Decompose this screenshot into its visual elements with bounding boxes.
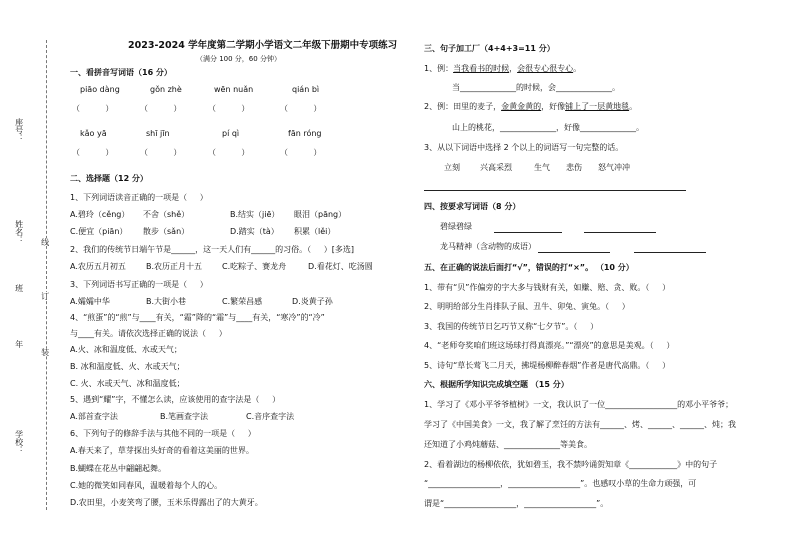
word-1: 立刻 bbox=[444, 163, 460, 172]
q2-1-c2: 散步（sǎn） bbox=[143, 227, 190, 236]
sec6-line-3: 还知道了小鸡炖蘑菇、______________等美食。 bbox=[424, 440, 592, 449]
q2-6-a: A.春天来了，草芽探出头好奇的看着这美丽的世界。 bbox=[70, 446, 254, 455]
answer-blank[interactable]: （ ） bbox=[72, 104, 114, 113]
sec6-line-5: “__________________，__________________”。也感叹小草的生命力顽强，可 bbox=[424, 479, 697, 488]
sec3-ex1: 1、例：当我看书的时候，会很专心很专心。 bbox=[424, 64, 582, 73]
q2-1-d: D.踏实（tà） bbox=[230, 227, 279, 236]
answer-blank[interactable]: （ ） bbox=[140, 148, 182, 157]
answer-line[interactable] bbox=[634, 252, 706, 253]
answer-blank[interactable]: （ ） bbox=[280, 148, 322, 157]
q2-6-c: C.她的微笑如同春风，温暖着每个人的心。 bbox=[70, 481, 223, 490]
sec5-item-5: 5、诗句“草长莺飞二月天，拂堤杨柳醉春烟”作者是唐代高鼎。（ ） bbox=[424, 361, 671, 370]
sec5-item-3: 3、我国的传统节日乞巧节又称“七夕节”。（ ） bbox=[424, 322, 599, 331]
pinyin-4: qián bì bbox=[292, 85, 320, 94]
binding-install-char: 装 bbox=[40, 348, 50, 356]
pinyin-7: pí qì bbox=[222, 129, 240, 138]
word-5: 怒气冲冲 bbox=[598, 163, 630, 172]
word-4: 悲伤 bbox=[566, 163, 582, 172]
word-2: 兴高采烈 bbox=[480, 163, 512, 172]
pinyin-6: shī jīn bbox=[146, 129, 170, 138]
q2-1: 1、下列词语读音正确的一项是（ ） bbox=[70, 193, 208, 202]
q2-2-d: D.看花灯、吃汤圆 bbox=[308, 262, 373, 271]
sec4-item-1: 碧绿碧绿 bbox=[440, 222, 472, 231]
q2-4-b: B. 冰和温度低、火、水或天气； bbox=[70, 362, 185, 371]
page-title: 2023-2024 学年度第二学期小学语文二年级下册期中专项练习 bbox=[128, 40, 398, 51]
q2-2-c: C.吃粽子、赛龙舟 bbox=[222, 262, 287, 271]
answer-blank[interactable]: （ ） bbox=[280, 104, 322, 113]
answer-blank[interactable]: （ ） bbox=[72, 148, 114, 157]
binding-line-char: 线 bbox=[40, 238, 50, 246]
class-label: 班 bbox=[14, 284, 24, 292]
page-subtitle: （满分 100 分，60 分钟） bbox=[196, 55, 281, 63]
sec6-line-1: 1、学习了《邓小平爷爷植树》一文，我认识了一位__________________的邓小平爷爷； bbox=[424, 400, 734, 409]
sec3-ex1-fill[interactable]: 当______________的时候，会______________。 bbox=[452, 83, 620, 92]
answer-blank[interactable]: （ ） bbox=[140, 104, 182, 113]
q2-5-c: C.音序查字法 bbox=[246, 412, 295, 421]
name-label: 姓名： bbox=[14, 220, 24, 244]
q2-3-c: C.繁荣昌感 bbox=[222, 297, 263, 306]
sec3-ex2-fill[interactable]: 山上的桃花，______________，好像______________。 bbox=[452, 123, 644, 132]
pinyin-8: fān róng bbox=[288, 129, 322, 138]
sec3-heading: 三、句子加工厂（4+4+3=11 分） bbox=[424, 44, 555, 53]
pinyin-2: gǒn zhè bbox=[150, 85, 182, 94]
sec5-item-4: 4、“老师夸奖咱们班这场球打得真漂亮。”“漂亮”的意思是美观。（ ） bbox=[424, 341, 675, 350]
q2-5-a: A.部首查字法 bbox=[70, 412, 118, 421]
sec1-heading: 一、看拼音写词语（16 分） bbox=[70, 68, 172, 77]
q2-4-c: C. 火、水或天气、冰和温度低； bbox=[70, 379, 185, 388]
sec4-heading: 四、按要求写词语（8 分） bbox=[424, 202, 521, 211]
q2-5: 5、遇到“耀”字，不懂怎么读，应该使用的查字法是（ ） bbox=[70, 395, 281, 404]
q2-6-b: B.蝴蝶在花丛中翩翩起舞。 bbox=[70, 464, 167, 473]
sec5-item-2: 2、明明给部分生肖排队子鼠、丑牛、卯兔、寅兔。（ ） bbox=[424, 302, 630, 311]
seat-label: 座号： bbox=[14, 118, 24, 142]
q2-4: 4、“煎蛋”的“煎”与____有关，“霜”降的“霜”与____有关，“寒冷”的“冷” bbox=[70, 313, 325, 322]
binding-margin bbox=[0, 0, 60, 550]
q2-3-a: A.孀孀中华 bbox=[70, 297, 110, 306]
answer-blank[interactable]: （ ） bbox=[208, 148, 250, 157]
q2-1-b: B.结实（jiē） bbox=[230, 210, 280, 219]
q2-1-b2: 眼泪（pāng） bbox=[294, 210, 347, 219]
answer-line[interactable] bbox=[494, 232, 562, 233]
q2-5-b: B.笔画查字法 bbox=[160, 412, 209, 421]
q2-6: 6、下列句子的修辞手法与其他不同的一项是（ ） bbox=[70, 429, 256, 438]
q2-4-a: A.火、冰和温度低、水或天气； bbox=[70, 345, 182, 354]
pinyin-3: wēn nuǎn bbox=[214, 85, 254, 94]
sec4-item-2: 龙马精神（含动物的成语） bbox=[440, 242, 536, 251]
sec2-heading: 二、选择题（12 分） bbox=[70, 174, 148, 183]
q2-1-d2: 积累（lěi） bbox=[294, 227, 336, 236]
binding-order-char: 订 bbox=[40, 292, 50, 300]
q2-4-cont: 与____有关。请依次选择正确的说法（ ） bbox=[70, 329, 227, 338]
sec3-ex2: 2、例：田里的麦子，金黄金黄的，好像铺上了一层黄地毯。 bbox=[424, 102, 638, 111]
answer-line[interactable] bbox=[538, 252, 610, 253]
sentence-answer-line[interactable] bbox=[424, 190, 686, 191]
sec6-line-4: 2、看着湖边的杨柳依依，犹如碧玉，我不禁吟诵贺知章《____________》中的句子 bbox=[424, 460, 718, 469]
q2-3-d: D.炎黄子孙 bbox=[292, 297, 333, 306]
q2-6-d: D.农田里，小麦笑弯了腰，玉米乐得露出了的大黄牙。 bbox=[70, 498, 263, 507]
sec6-heading: 六、根据所学知识完成填空题 （15 分） bbox=[424, 380, 569, 389]
word-3: 生气 bbox=[534, 163, 550, 172]
sec5-heading: 五、在正确的说法后面打“√”，错误的打“×”。 （10 分） bbox=[424, 263, 634, 272]
sec6-line-2: 学习了《中国美食》一文，我了解了烹饪的方法有______、烤、______、______、炖；我 bbox=[424, 420, 736, 429]
sec5-item-1: 1、带有“贝”作偏旁的字大多与钱财有关，如赚、赔、贪、败。（ ） bbox=[424, 283, 671, 292]
q2-2-a: A.农历五月初五 bbox=[70, 262, 126, 271]
binding-dashed-line bbox=[46, 40, 47, 510]
school-label: 学校： bbox=[14, 430, 24, 454]
q2-1-c: C.便宜（piān） bbox=[70, 227, 128, 236]
sec6-line-6: 谓是“__________________，__________________”。 bbox=[424, 499, 609, 508]
pinyin-1: piāo dàng bbox=[80, 85, 120, 94]
q2-2: 2、我们的传统节日端午节是______，这一天人们有______的习俗。（ ）[多选] bbox=[70, 245, 355, 254]
q2-3: 3、下列词语书写正确的一项是（ ） bbox=[70, 280, 208, 289]
q2-1-a: A.碧玲（cěng） bbox=[70, 210, 130, 219]
q2-2-b: B.农历正月十五 bbox=[146, 262, 203, 271]
sec3-q3: 3、从以下词语中选择 2 个以上的词语写一句完整的话。 bbox=[424, 143, 624, 152]
q2-3-b: B.大街小巷 bbox=[146, 297, 187, 306]
q2-1-a2: 不舍（shě） bbox=[143, 210, 190, 219]
grade-label: 年 bbox=[14, 340, 24, 348]
answer-blank[interactable]: （ ） bbox=[208, 104, 250, 113]
answer-line[interactable] bbox=[584, 232, 656, 233]
pinyin-5: kǎo yā bbox=[80, 129, 107, 138]
